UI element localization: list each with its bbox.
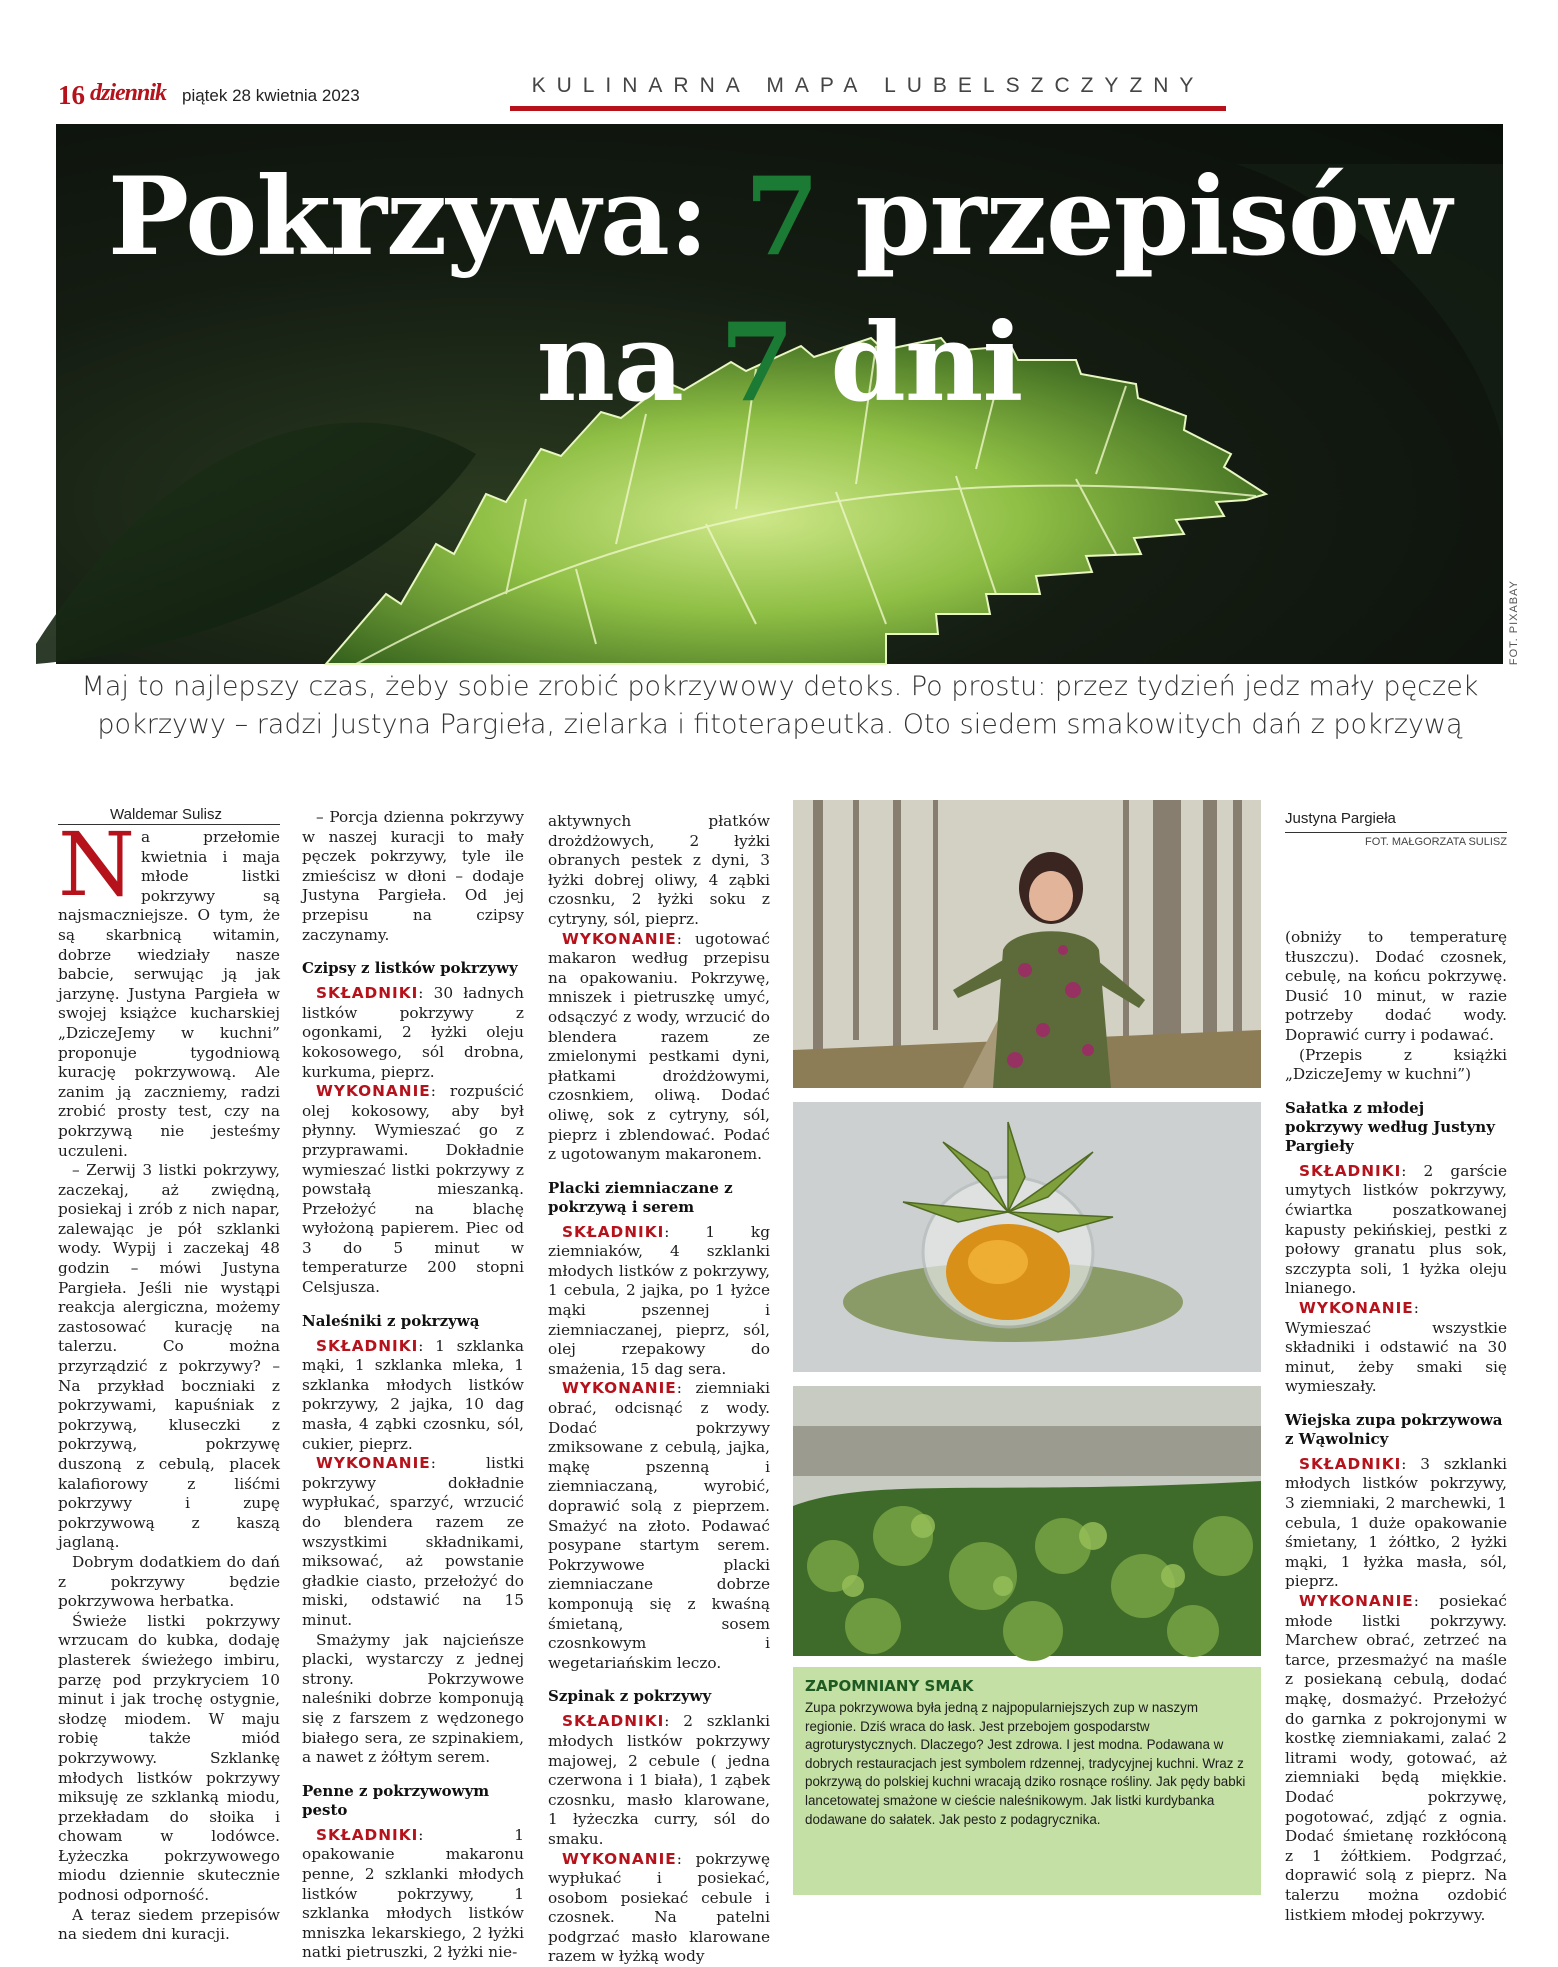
recipe-method: WYKONANIE: Wymieszać wszystkie składniki i odstawić na 30 minut, żeby smaki się wymieszały. xyxy=(1285,1299,1507,1397)
paragraph: – Porcja dzienna pokrzywy w naszej kuracji to mały pęczek pokrzywy, tyle ile zmieścisz w dłoni – dodaje Justyna Pargieła. Od jej przepisu na czipsy zaczynamy. xyxy=(302,808,524,945)
paragraph: Świeże listki pokrzywy wrzucam do kubka, dodaję plasterek świeżego imbiru, parzę pod przykryciem 10 minut i jak trochę ostygnie, słodzę miodem. W maju robię także miód pokrzywowy. Szklankę młodych listków pokrzywy miksuję ze szklanką miodu, przekładam do słoika i chowam w lodówce. Łyżeczka pokrzywowego miodu dziennie skutecznie podnosi odporność. xyxy=(58,1612,280,1906)
section-title: KULINARNA MAPA LUBELSZCZYZNY xyxy=(510,74,1226,98)
recipe-ingredients: SKŁADNIKI: 1 opakowanie makaronu penne, 2 szklanki młodych listków pokrzywy, 1 szklanka młodych listków mniszka lekarskiego, 2 łyżki natki pietruszki, 2 łyżki nie- xyxy=(302,1826,524,1963)
hero-photo-credit: FOT. PIXABAY xyxy=(1508,580,1520,665)
photo-nettle-tea xyxy=(793,1102,1261,1372)
paragraph: (obniży to temperaturę tłuszczu). Dodać czosnek, cebulę, na końcu pokrzywę. Dusić 10 minut, w razie potrzeby dodać wody. Doprawić curry i podawać. xyxy=(1285,928,1507,1046)
recipe-heading: Szpinak z pokrzywy xyxy=(548,1687,770,1706)
recipe-ingredients: SKŁADNIKI: 2 szklanki młodych listków pokrzywy majowej, 2 cebule ( jedna czerwona i 1 biała), 1 ząbek czosnku, masło klarowane, 1 łyżeczka curry, sól do smaku. xyxy=(548,1712,770,1849)
hero-photo xyxy=(56,124,1503,664)
title-line1: Pokrzywa: 7 przepisów xyxy=(108,154,1451,280)
column-1 xyxy=(58,828,280,1945)
paragraph: aktywnych płatków drożdżowych, 2 łyżki obranych pestek z dyni, 3 łyżki dobrej oliwy, 4 ząbki czosnku, 2 łyżki soku z cytryny, sól, pieprz. xyxy=(548,812,770,930)
page-number: 16 xyxy=(58,80,85,111)
photo-caption-author: Justyna Pargieła xyxy=(1285,810,1396,827)
recipe-ingredients: SKŁADNIKI: 2 garście umytych listków pokrzywy, ćwiartka poszatkowanej kapusty pekińskiej, pestki z połowy granatu plus sok, szczypta soli, 1 łyżka oleju lnianego. xyxy=(1285,1162,1507,1299)
hero-title xyxy=(56,144,1503,436)
section-rule xyxy=(510,106,1226,111)
drop-cap: N xyxy=(58,828,135,902)
recipe-method: WYKONANIE: rozpuścić olej kokosowy, aby był płynny. Wymieszać go z przyprawami. Dokładnie wymieszać listki pokrzywy z powstałą mieszanką. Przełożyć na blachę wyłożoną papierem. Piec od 3 do 5 minut w temperaturze 200 stopni Celsjusza. xyxy=(302,1082,524,1298)
recipe-method: WYKONANIE: listki pokrzywy dokładnie wypłukać, sparzyć, wrzucić do blendera razem ze wszystkimi składnikami, miksować, aż powstanie gładkie ciasto, przełożyć do miski, odstawić na 15 minut. xyxy=(302,1454,524,1630)
paragraph: – Zerwij 3 listki pokrzywy, zaczekaj, aż zwiędną, posiekaj i zrób z nich napar, zalewając je pół szklanki wody. Wypij i zaczekaj 48 godzin – mówi Justyna Pargieła. Jeśli nie wystąpi reakcja alergiczna, możemy zastosować kurację na talerzu. Co można przyrządzić z pokrzywy? – Na przykład boczniaki z pokrzywami, kapuśniak z pokrzywą, kluseczki z pokrzywą, pokrzywę duszoną z cebulą, placek kalafiorowy z liśćmi pokrzywy i zupę pokrzywową z kaszą jaglaną. xyxy=(58,1161,280,1553)
byline: Waldemar Sulisz xyxy=(110,806,222,823)
paragraph: Dobrym dodatkiem do dań z pokrzywy będzie pokrzywowa herbatka. xyxy=(58,1553,280,1612)
box-title: ZAPOMNIANY SMAK xyxy=(805,1677,1249,1695)
title-line2: na 7 dni xyxy=(537,300,1023,426)
paragraph: A teraz siedem przepisów na siedem dni kuracji. xyxy=(58,1906,280,1945)
recipe-method: WYKONANIE: ziemniaki obrać, odcisnąć z wody. Dodać pokrzywy zmiksowane z cebulą, jajka, mąkę pszenną i ziemniaczaną, wyrobić, doprawić solą z pieprzem. Smażyć na złoto. Podawać posypane startym serem. Pokrzywowe placki ziemniaczane dobrze komponują się z kwaśną śmietaną, sosem czosnkowym i wegetariańskim leczo. xyxy=(548,1379,770,1673)
recipe-ingredients: SKŁADNIKI: 3 szklanki młodych listków pokrzywy, 3 ziemniaki, 2 marchewki, 1 cebula, 1 duże opakowanie śmietany, 1 żółtko, 2 łyżki mąki, 1 łyżka masła, sól, pieprz. xyxy=(1285,1455,1507,1592)
column-5 xyxy=(1285,928,1507,1925)
forest-portrait-illustration xyxy=(793,800,1261,1088)
photo-caption-credit: FOT. MAŁGORZATA SULISZ xyxy=(1285,832,1507,848)
recipe-heading: Penne z pokrzywowym pesto xyxy=(302,1782,524,1820)
newspaper-logo: dziennik xyxy=(90,80,166,107)
title-number-7b: 7 xyxy=(720,300,794,426)
recipe-heading: Sałatka z młodej pokrzywy według Justyny Pargieły xyxy=(1285,1099,1507,1156)
recipe-heading: Czipsy z listków pokrzywy xyxy=(302,959,524,978)
sidebar-box xyxy=(793,1667,1261,1895)
paragraph: Smażymy jak najcieńsze placki, wystarczy z jednej strony. Pokrzywowe naleśniki dobrze komponują się z farszem z wędzonego białego sera, ze szpinakiem, a nawet z żółtym serem. xyxy=(302,1631,524,1768)
recipe-ingredients: SKŁADNIKI: 1 szklanka mąki, 1 szklanka mleka, 1 szklanka młodych listków pokrzywy, 2 jajka, 10 dag masła, 4 ząbki czosnku, sól, cukier, pieprz. xyxy=(302,1337,524,1455)
recipe-source: (Przepis z książki „DziczeJemy w kuchni”) xyxy=(1285,1046,1507,1085)
recipe-heading: Naleśniki z pokrzywą xyxy=(302,1312,524,1331)
recipe-method: WYKONANIE: ugotować makaron według przepisu na opakowaniu. Pokrzywę, mniszek i pietruszkę umyć, odsączyć z wody, wrzucić do blendera razem ze zmielonymi pestkami dyni, płatkami drożdżowymi, czosnkiem, oliwą. Dodać oliwę, sok z cytryny, sól, pieprz i zblendować. Podać z ugotowanym makaronem. xyxy=(548,930,770,1165)
recipe-heading: Placki ziemniaczane z pokrzywą i serem xyxy=(548,1179,770,1217)
recipe-ingredients: SKŁADNIKI: 1 kg ziemniaków, 4 szklanki młodych listków z pokrzywy, 1 cebula, 2 jajka, po 1 łyżce mąki pszennej i ziemniaczanej, pieprz, sól, olej rzepakowy do smażenia, 15 dag sera. xyxy=(548,1223,770,1380)
column-3 xyxy=(548,812,770,1967)
wild-nettles-illustration xyxy=(793,1386,1261,1656)
article-lead: Maj to najlepszy czas, żeby sobie zrobić pokrzywowy detoks. Po prostu: przez tydzień jedz mały pęczek pokrzywy – radzi Justyna Pargieła, zielarka i fitoterapeutka. Oto siedem smakowitych dań z pokrzywą xyxy=(60,668,1500,744)
recipe-method: WYKONANIE: posiekać młode listki pokrzywy. Marchew obrać, zetrzeć na tarce, przesmażyć na maśle z posiekaną cebulą, dodać mąkę, dosmażyć. Przełożyć do garnka z pokrojonymi w kostkę ziemniakami, zalać 2 litrami wody, gotować, aż ziemniaki będą miękkie. Dodać pokrzywę, pogotować, zdjąć z ognia. Dodać śmietanę rozkłóconą z 1 żółtkiem. Podgrzać, doprawić solą z pieprz. Na talerzu można ozdobić listkiem młodej pokrzywy. xyxy=(1285,1592,1507,1925)
column-2 xyxy=(302,808,524,1963)
paragraph: Na przełomie kwietnia i maja młode listki pokrzywy są najsmaczniejsze. O tym, że są skarbnicą witamin, dobrze wiedziały nasze babcie, serwując ją jak jarzynę. Justyna Pargieła w swojej książce kucharskiej „DziczeJemy w kuchni” proponuje tygodniową kurację pokrzywową. Ale zanim ją zaczniemy, radzi zrobić prosty test, czy na pokrzywą nie jesteśmy uczuleni. xyxy=(58,828,280,1161)
title-number-7: 7 xyxy=(745,154,819,280)
photo-justyna-pargiela xyxy=(793,800,1261,1088)
recipe-method: WYKONANIE: pokrzywę wypłukać i posiekać, osobom posiekać cebule i czosnek. Na patelni podgrzać masło klarowane razem w łyżką wody xyxy=(548,1850,770,1967)
issue-date: piątek 28 kwietnia 2023 xyxy=(182,86,360,106)
recipe-heading: Wiejska zupa pokrzywowa z Wąwolnicy xyxy=(1285,1411,1507,1449)
box-text: Zupa pokrzywowa była jedną z najpopularniejszych zup w naszym regionie. Dziś wraca do łask. Jest przebojem gospodarstw agroturystycznych. Dlaczego? Jest zdrowa. I jest modna. Podawana w dobrych restauracjach jest symbolem rdzennej, tradycyjnej kuchni. Wraz z pokrzywą do polskiej kuchni wracają dziko rosnące rośliny. Jak pędy babki lancetowatej smażone w cieście naleśnikowym. Jak listki kurdybanka dodawane do sałatek. Jak pesto z podagrycznika. xyxy=(805,1699,1249,1829)
photo-wild-nettles xyxy=(793,1386,1261,1656)
recipe-ingredients: SKŁADNIKI: 30 ładnych listków pokrzywy z ogonkami, 2 łyżki oleju kokosowego, sól drobna, kurkuma, pieprz. xyxy=(302,984,524,1082)
nettle-tea-illustration xyxy=(793,1102,1261,1372)
